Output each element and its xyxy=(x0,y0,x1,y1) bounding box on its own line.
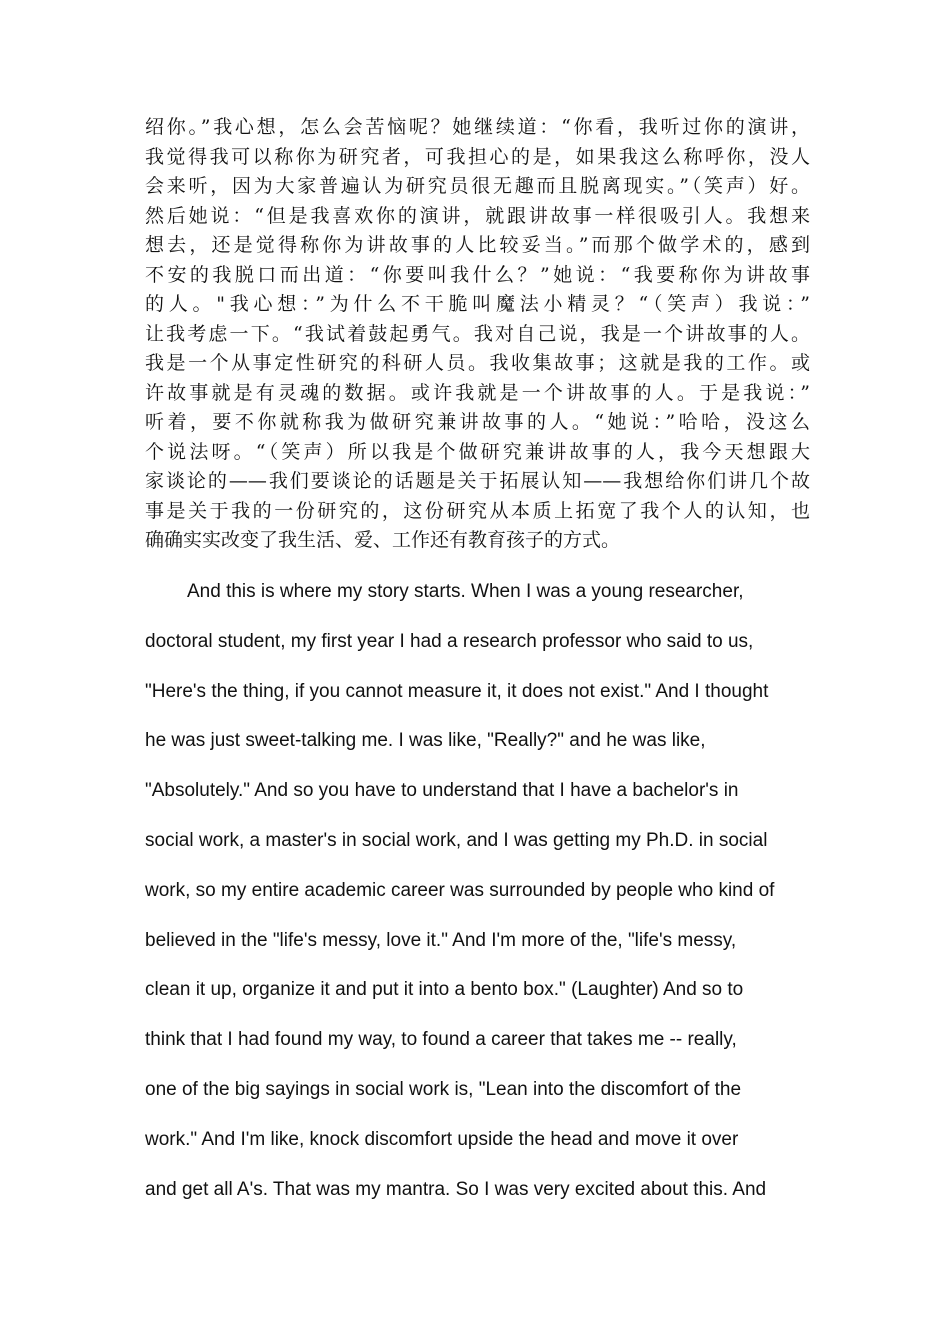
english-line: he was just sweet-talking me. I was like, "Really?" and he was like, xyxy=(145,730,706,752)
chinese-line: 绍你。”我心想，怎么会苦恼呢？她继续道：“你看，我听过你的演讲， xyxy=(145,116,810,138)
english-line: believed in the "life's messy, love it." And I'm more of the, "life's messy, xyxy=(145,929,737,951)
english-line: work." And I'm like, knock discomfort upside the head and move it over xyxy=(145,1128,739,1150)
english-line: and get all A's. That was my mantra. So I was very excited about this. And xyxy=(145,1178,767,1200)
chinese-line: 想去，还是觉得称你为讲故事的人比较妥当。”而那个做学术的，感到 xyxy=(145,234,810,256)
chinese-paragraph xyxy=(145,113,810,556)
english-line: one of the big sayings in social work is, "Lean into the discomfort of the xyxy=(145,1078,742,1100)
chinese-line: 许故事就是有灵魂的数据。或许我就是一个讲故事的人。于是我说：” xyxy=(145,381,810,404)
chinese-line: 我是一个从事定性研究的科研人员。我收集故事；这就是我的工作。或 xyxy=(145,352,810,374)
english-line: doctoral student, my first year I had a research professor who said to us, xyxy=(145,630,754,652)
english-line: "Absolutely." And so you have to understand that I have a bachelor's in xyxy=(145,780,739,802)
english-line: social work, a master's in social work, and I was getting my Ph.D. in social xyxy=(145,829,768,851)
english-line: "Here's the thing, if you cannot measure it, it does not exist." And I thought xyxy=(145,680,769,702)
chinese-line: 不安的我脱口而出道：“你要叫我什么？”她说：“我要称你为讲故事 xyxy=(145,263,810,286)
english-line: think that I had found my way, to found a career that takes me -- really, xyxy=(145,1029,737,1051)
chinese-line: 个说法呀。“（笑声）所以我是个做研究兼讲故事的人，我今天想跟大 xyxy=(145,440,810,463)
chinese-line: 我觉得我可以称你为研究者，可我担心的是，如果我这么称呼你，没人 xyxy=(145,145,810,168)
chinese-line: 事是关于我的一份研究的，这份研究从本质上拓宽了我个人的认知，也 xyxy=(145,499,810,522)
english-line: work, so my entire academic career was surrounded by people who kind of xyxy=(145,879,775,901)
chinese-line: 确确实实改变了我生活、爱、工作还有教育孩子的方式。 xyxy=(145,529,621,551)
chinese-line: 家谈论的——我们要谈论的话题是关于拓展认知——我想给你们讲几个故 xyxy=(145,470,810,492)
english-line: And this is where my story starts. When I was a young researcher, xyxy=(187,581,744,602)
english-line: clean it up, organize it and put it into a bento box." (Laughter) And so to xyxy=(145,979,744,1001)
chinese-line: 让我考虑一下。“我试着鼓起勇气。我对自己说，我是一个讲故事的人。 xyxy=(145,322,810,345)
chinese-line: 听着，要不你就称我为做研究兼讲故事的人。“她说：”哈哈，没这么 xyxy=(145,411,810,433)
chinese-line: 的人。"我心想：”为什么不干脆叫魔法小精灵？“（笑声）我说：” xyxy=(145,293,810,315)
chinese-line: 会来听，因为大家普遍认为研究员很无趣而且脱离现实。”（笑声）好。 xyxy=(145,175,810,197)
chinese-line: 然后她说：“但是我喜欢你的演讲，就跟讲故事一样很吸引人。我想来 xyxy=(145,204,810,227)
english-paragraph xyxy=(145,573,810,1220)
